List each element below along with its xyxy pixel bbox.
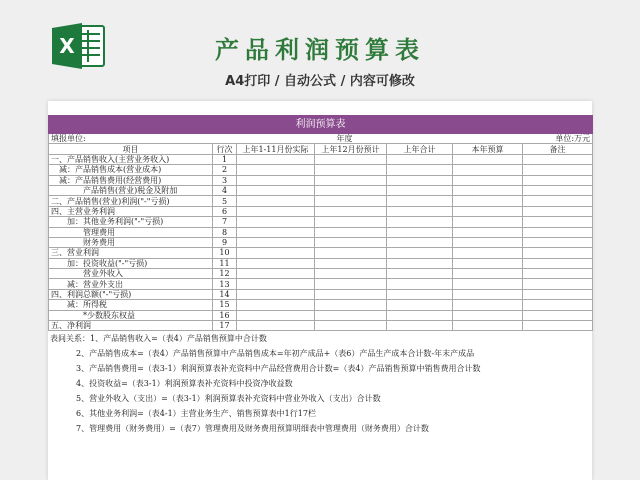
row-item-cell: 四、利润总额("-"亏损)	[49, 289, 213, 299]
col-header-dec-estimate: 上年12月份预计	[315, 144, 387, 154]
note-line: 3、产品销售费用=（表3-1）利润预算表补充资料中产品经营费用合计数=（表4）产品销售预算中销售费用合计数	[76, 364, 481, 374]
row-number-cell: 16	[213, 310, 237, 320]
row-number-cell: 5	[213, 196, 237, 206]
row-number-cell: 3	[213, 175, 237, 185]
table-row	[49, 289, 593, 299]
table-row	[49, 165, 593, 175]
note-line: 2、产品销售成本=（表4）产品销售预算中产品销售成本=年初产成品+（表6）产品生产成本合计数-年末产成品	[76, 349, 475, 359]
row-prev-actual-cell[interactable]	[237, 237, 315, 247]
row-remark-cell[interactable]	[523, 258, 593, 268]
row-prev-actual-cell[interactable]	[237, 269, 315, 279]
row-prev-actual-cell[interactable]	[237, 258, 315, 268]
row-dec-estimate-cell[interactable]	[315, 300, 387, 310]
row-budget-cell[interactable]	[453, 154, 523, 164]
row-budget-cell[interactable]	[453, 310, 523, 320]
row-prev-actual-cell[interactable]	[237, 154, 315, 164]
row-budget-cell[interactable]	[453, 321, 523, 331]
row-prev-actual-cell[interactable]	[237, 279, 315, 289]
row-budget-cell[interactable]	[453, 289, 523, 299]
row-remark-cell[interactable]	[523, 310, 593, 320]
row-prev-total-cell[interactable]	[387, 289, 453, 299]
table-row	[49, 321, 593, 331]
row-dec-estimate-cell[interactable]	[315, 248, 387, 258]
unit-row	[49, 134, 593, 144]
row-budget-cell[interactable]	[453, 248, 523, 258]
row-budget-cell[interactable]	[453, 237, 523, 247]
row-number-cell: 7	[213, 217, 237, 227]
row-prev-total-cell[interactable]	[387, 206, 453, 216]
row-item-cell: 减：产品销售成本(营业成本)	[49, 165, 213, 175]
row-prev-total-cell[interactable]	[387, 300, 453, 310]
row-item-cell: 营业外收入	[49, 269, 213, 279]
col-header-prev-actual: 上年1-11月份实际	[237, 144, 315, 154]
table-row	[49, 196, 593, 206]
row-prev-actual-cell[interactable]	[237, 289, 315, 299]
row-budget-cell[interactable]	[453, 175, 523, 185]
unit-label: 填报单位:	[49, 134, 237, 144]
page-title: 产品利润预算表	[215, 36, 425, 64]
row-prev-actual-cell[interactable]	[237, 227, 315, 237]
row-prev-actual-cell[interactable]	[237, 217, 315, 227]
row-prev-total-cell[interactable]	[387, 310, 453, 320]
row-budget-cell[interactable]	[453, 185, 523, 195]
row-budget-cell[interactable]	[453, 196, 523, 206]
row-item-cell: 一、产品销售收入(主营业务收入)	[49, 154, 213, 164]
row-remark-cell[interactable]	[523, 300, 593, 310]
table-row	[49, 279, 593, 289]
row-prev-total-cell[interactable]	[387, 185, 453, 195]
sheet-top-margin	[48, 101, 592, 115]
budget-sheet	[48, 101, 592, 480]
row-remark-cell[interactable]	[523, 248, 593, 258]
row-item-cell: 减：营业外支出	[49, 279, 213, 289]
table-row	[49, 154, 593, 164]
row-dec-estimate-cell[interactable]	[315, 185, 387, 195]
row-prev-actual-cell[interactable]	[237, 175, 315, 185]
row-prev-actual-cell[interactable]	[237, 206, 315, 216]
row-prev-total-cell[interactable]	[387, 217, 453, 227]
row-number-cell: 14	[213, 289, 237, 299]
row-prev-total-cell[interactable]	[387, 227, 453, 237]
row-item-cell: 产品销售(营业)税金及附加	[49, 185, 213, 195]
table-title: 利润预算表	[49, 116, 593, 134]
row-dec-estimate-cell[interactable]	[315, 165, 387, 175]
row-remark-cell[interactable]	[523, 227, 593, 237]
page-header	[0, 0, 640, 100]
row-prev-total-cell[interactable]	[387, 165, 453, 175]
note-line: 5、营业外收入（支出）=（表3-1）利润预算表补充资料中营业外收入（支出）合计数	[76, 394, 381, 404]
row-number-cell: 1	[213, 154, 237, 164]
row-prev-total-cell[interactable]	[387, 279, 453, 289]
row-prev-actual-cell[interactable]	[237, 321, 315, 331]
row-prev-actual-cell[interactable]	[237, 165, 315, 175]
col-header-no: 行次	[213, 144, 237, 154]
row-prev-total-cell[interactable]	[387, 175, 453, 185]
row-remark-cell[interactable]	[523, 154, 593, 164]
row-prev-total-cell[interactable]	[387, 154, 453, 164]
row-number-cell: 9	[213, 237, 237, 247]
row-item-cell: 财务费用	[49, 237, 213, 247]
year-label: 年度	[237, 134, 453, 144]
svg-text:X: X	[59, 34, 75, 58]
row-prev-actual-cell[interactable]	[237, 185, 315, 195]
row-dec-estimate-cell[interactable]	[315, 279, 387, 289]
note-line: 表间关系：1、产品销售收入=（表4）产品销售预算中合计数	[50, 334, 267, 344]
row-number-cell: 11	[213, 258, 237, 268]
table-row	[49, 217, 593, 227]
row-number-cell: 2	[213, 165, 237, 175]
row-number-cell: 12	[213, 269, 237, 279]
col-header-budget: 本年预算	[453, 144, 523, 154]
row-item-cell: 减：所得税	[49, 300, 213, 310]
row-dec-estimate-cell[interactable]	[315, 258, 387, 268]
row-prev-actual-cell[interactable]	[237, 196, 315, 206]
row-remark-cell[interactable]	[523, 185, 593, 195]
row-item-cell: 五、净利润	[49, 321, 213, 331]
column-header-row	[49, 144, 593, 154]
row-item-cell: 三、营业利润	[49, 248, 213, 258]
row-dec-estimate-cell[interactable]	[315, 217, 387, 227]
row-prev-actual-cell[interactable]	[237, 300, 315, 310]
row-number-cell: 15	[213, 300, 237, 310]
table-row	[49, 185, 593, 195]
table-row	[49, 310, 593, 320]
row-budget-cell[interactable]	[453, 217, 523, 227]
note-line: 6、其他业务利润=（表4-1）主营业务生产、销售预算表中1行17栏	[76, 409, 316, 419]
note-line: 4、投资收益=（表3-1）利润预算表补充资料中投资净收益数	[76, 379, 293, 389]
row-dec-estimate-cell[interactable]	[315, 206, 387, 216]
row-item-cell: 加：投资收益("-"亏损)	[49, 258, 213, 268]
row-budget-cell[interactable]	[453, 227, 523, 237]
row-remark-cell[interactable]	[523, 321, 593, 331]
row-prev-total-cell[interactable]	[387, 269, 453, 279]
table-row	[49, 248, 593, 258]
row-prev-total-cell[interactable]	[387, 237, 453, 247]
row-remark-cell[interactable]	[523, 289, 593, 299]
col-header-item: 项目	[49, 144, 213, 154]
row-prev-total-cell[interactable]	[387, 196, 453, 206]
col-header-remark: 备注	[523, 144, 593, 154]
row-remark-cell[interactable]	[523, 237, 593, 247]
row-item-cell: *少数股东权益	[49, 310, 213, 320]
row-item-cell: 四、主营业务利润	[49, 206, 213, 216]
table-row	[49, 269, 593, 279]
row-dec-estimate-cell[interactable]	[315, 321, 387, 331]
row-item-cell: 加：其他业务利润("-"亏损)	[49, 217, 213, 227]
row-remark-cell[interactable]	[523, 217, 593, 227]
row-budget-cell[interactable]	[453, 279, 523, 289]
row-prev-total-cell[interactable]	[387, 248, 453, 258]
col-header-prev-total: 上年合计	[387, 144, 453, 154]
row-dec-estimate-cell[interactable]	[315, 237, 387, 247]
row-budget-cell[interactable]	[453, 206, 523, 216]
row-budget-cell[interactable]	[453, 165, 523, 175]
row-prev-total-cell[interactable]	[387, 321, 453, 331]
table-row	[49, 237, 593, 247]
row-remark-cell[interactable]	[523, 196, 593, 206]
table-row	[49, 175, 593, 185]
unit-right-label: 单位:万元	[453, 134, 593, 144]
row-number-cell: 6	[213, 206, 237, 216]
row-dec-estimate-cell[interactable]	[315, 310, 387, 320]
row-prev-actual-cell[interactable]	[237, 248, 315, 258]
budget-table	[48, 115, 593, 331]
row-budget-cell[interactable]	[453, 258, 523, 268]
row-number-cell: 17	[213, 321, 237, 331]
row-dec-estimate-cell[interactable]	[315, 175, 387, 185]
page-subtitle: A4打印 / 自动公式 / 内容可修改	[225, 74, 415, 89]
row-item-cell: 二、产品销售(营业)利润("-"亏损)	[49, 196, 213, 206]
table-row	[49, 300, 593, 310]
table-row	[49, 258, 593, 268]
table-row	[49, 227, 593, 237]
row-dec-estimate-cell[interactable]	[315, 196, 387, 206]
row-prev-total-cell[interactable]	[387, 258, 453, 268]
table-row	[49, 206, 593, 216]
row-dec-estimate-cell[interactable]	[315, 289, 387, 299]
row-number-cell: 4	[213, 185, 237, 195]
row-item-cell: 管理费用	[49, 227, 213, 237]
row-remark-cell[interactable]	[523, 165, 593, 175]
row-number-cell: 8	[213, 227, 237, 237]
row-number-cell: 10	[213, 248, 237, 258]
row-number-cell: 13	[213, 279, 237, 289]
row-item-cell: 减：产品销售费用(经营费用)	[49, 175, 213, 185]
row-remark-cell[interactable]	[523, 175, 593, 185]
row-remark-cell[interactable]	[523, 269, 593, 279]
row-remark-cell[interactable]	[523, 279, 593, 289]
row-budget-cell[interactable]	[453, 269, 523, 279]
row-budget-cell[interactable]	[453, 300, 523, 310]
row-dec-estimate-cell[interactable]	[315, 269, 387, 279]
row-remark-cell[interactable]	[523, 206, 593, 216]
row-dec-estimate-cell[interactable]	[315, 227, 387, 237]
table-title-row	[49, 116, 593, 134]
row-dec-estimate-cell[interactable]	[315, 154, 387, 164]
notes-section	[48, 331, 592, 436]
note-line: 7、管理费用（财务费用）=（表7）管理费用及财务费用预算明细表中管理费用（财务费用）合计数	[76, 424, 429, 434]
row-prev-actual-cell[interactable]	[237, 310, 315, 320]
